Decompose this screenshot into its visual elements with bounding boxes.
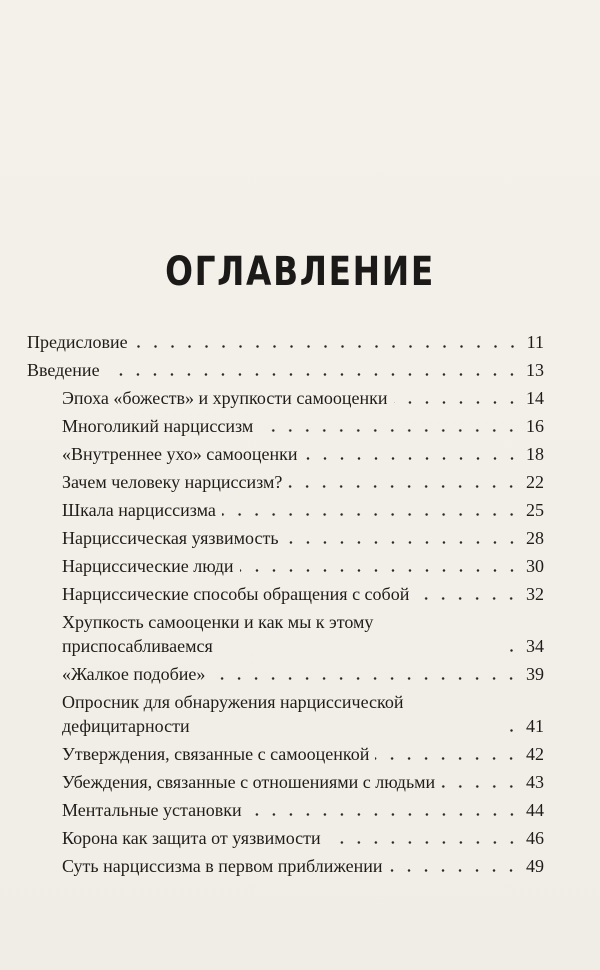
toc-entry-page-number: 41	[526, 716, 544, 736]
toc-entry	[27, 826, 544, 850]
toc-entry-label: Ментальные установки	[62, 800, 242, 820]
dot-leader	[441, 785, 520, 788]
dot-leader	[222, 513, 520, 516]
toc-entry	[27, 498, 544, 522]
dot-leader	[288, 485, 520, 488]
toc-entry-page-number: 44	[526, 800, 544, 820]
table-of-contents	[27, 330, 544, 882]
toc-entry-label: Нарциссические способы обращения с собой	[62, 584, 410, 604]
toc-entry-page-number: 13	[526, 360, 544, 380]
toc-entry	[27, 470, 544, 494]
toc-entry-label: Хрупкость самооценки и как мы к этому приспосабливаемся	[62, 612, 374, 656]
toc-entry	[27, 526, 544, 550]
dot-leader	[394, 401, 520, 404]
toc-entry-label: Утверждения, связанные с самооценкой	[62, 744, 370, 764]
toc-entry-page-number: 16	[526, 416, 544, 436]
toc-entry	[27, 414, 544, 438]
toc-entry	[27, 854, 544, 878]
dot-leader	[304, 457, 521, 460]
toc-entry-page-number: 49	[526, 856, 544, 876]
dot-leader	[415, 597, 520, 600]
dot-leader	[500, 729, 520, 732]
toc-entry-page-number: 43	[526, 772, 544, 792]
toc-entry-page-number: 39	[526, 664, 544, 684]
toc-entry-label: «Внутреннее ухо» самооценки	[62, 444, 298, 464]
toc-entry-label: Зачем человеку нарциссизм?	[62, 472, 283, 492]
toc-entry-page-number: 42	[526, 744, 544, 764]
toc-entry-page-number: 22	[526, 472, 544, 492]
toc-entry	[27, 690, 544, 738]
toc-entry-label: Многоликий нарциссизм	[62, 416, 254, 436]
toc-entry-label: Нарциссическая уязвимость	[62, 528, 279, 548]
toc-entry-label: Введение	[27, 360, 100, 380]
page-title: ОГЛАВЛЕНИЕ	[165, 249, 435, 295]
toc-entry-page-number: 18	[526, 444, 544, 464]
toc-entry-page-number: 46	[526, 828, 544, 848]
toc-entry	[27, 770, 544, 794]
toc-entry-label: «Жалкое подобие»	[62, 664, 206, 684]
dot-leader	[211, 677, 520, 680]
toc-entry-page-number: 25	[526, 500, 544, 520]
toc-entry	[27, 798, 544, 822]
toc-entry-label: Корона как защита от уязвимости	[62, 828, 321, 848]
toc-entry-label: Нарциссические люди	[62, 556, 234, 576]
toc-entry	[27, 662, 544, 686]
toc-entry-label: Предисловие	[27, 332, 128, 352]
dot-leader	[134, 345, 521, 348]
dot-leader	[248, 813, 520, 816]
toc-entry	[27, 386, 544, 410]
dot-leader	[375, 757, 520, 760]
toc-entry-label: Шкала нарциссизма	[62, 500, 216, 520]
dot-leader	[240, 569, 520, 572]
toc-entry-label: Убеждения, связанные с отношениями с людьми	[62, 772, 436, 792]
toc-entry	[27, 358, 544, 382]
toc-entry	[27, 442, 544, 466]
toc-entry-page-number: 34	[526, 636, 544, 656]
dot-leader	[327, 841, 520, 844]
toc-entry	[27, 582, 544, 606]
dot-leader	[500, 649, 520, 652]
toc-entry-label: Опросник для обнаружения нарциссической дефицитарности	[62, 692, 404, 736]
toc-entry-label: Суть нарциссизма в первом приближении	[62, 856, 383, 876]
dot-leader	[106, 373, 520, 376]
toc-entry-page-number: 32	[526, 584, 544, 604]
toc-entry	[27, 554, 544, 578]
toc-entry-page-number: 11	[526, 332, 544, 352]
toc-entry	[27, 330, 544, 354]
toc-entry	[27, 610, 544, 658]
toc-entry-label: Эпоха «божеств» и хрупкости самооценки	[62, 388, 388, 408]
toc-entry	[27, 742, 544, 766]
dot-leader	[285, 541, 520, 544]
toc-entry-page-number: 28	[526, 528, 544, 548]
dot-leader	[259, 429, 520, 432]
dot-leader	[388, 869, 520, 872]
toc-entry-page-number: 30	[526, 556, 544, 576]
toc-entry-page-number: 14	[526, 388, 544, 408]
